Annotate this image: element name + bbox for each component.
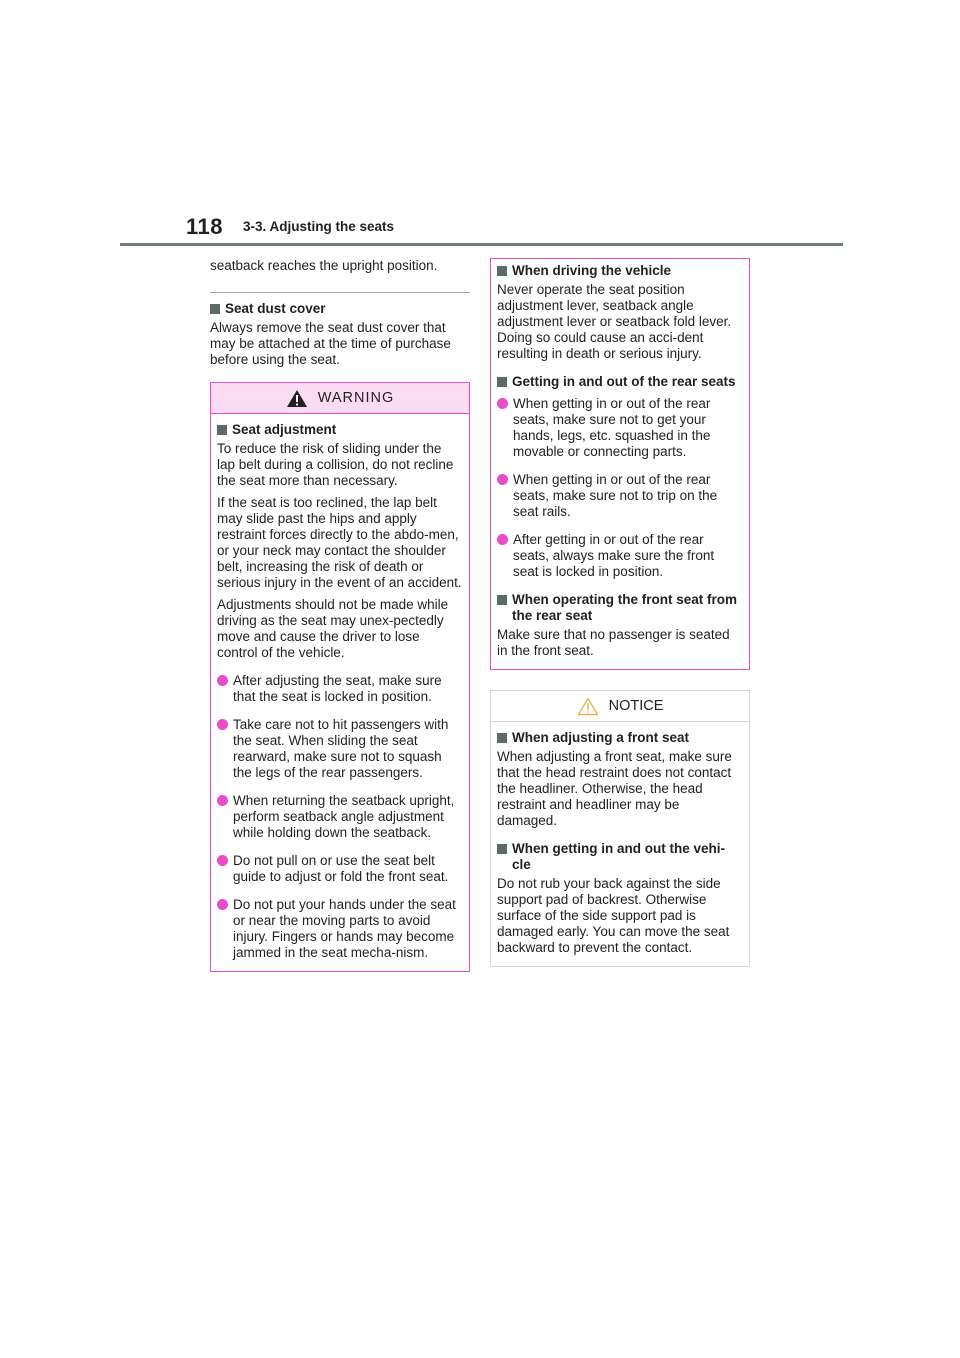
notice-box (490, 690, 750, 967)
square-bullet-icon (217, 425, 227, 435)
warning-title: WARNING (317, 390, 395, 406)
square-bullet-icon (210, 304, 220, 314)
intro-text: seatback reaches the upright position. (210, 258, 438, 273)
adjust-front-seat-text: When adjusting a front seat, make sure that the head restraint does not contact the headliner. Otherwise, the head restraint and headliner may be damaged. (497, 749, 732, 828)
warning-triangle-icon (286, 389, 308, 408)
warning-paragraph: To reduce the risk of sliding under the lap belt during a collision, do not recline the seat more than necessary. (217, 441, 454, 488)
warning-title-bar (211, 383, 469, 414)
driving-heading: When driving the vehicle (497, 263, 743, 279)
getting-in-out-text: Do not rub your back against the side support pad of backrest. Otherwise surface of the side support pad is damaged early. You can move the seat backward to prevent the contact. (497, 876, 730, 955)
page-number: 118 (186, 214, 223, 239)
dust-cover-text: Always remove the seat dust cover that may be attached at the time of purchase before using the seat. (210, 320, 451, 367)
warning-box-continued (490, 258, 750, 670)
square-bullet-icon (497, 844, 507, 854)
list-item: After getting in or out of the rear seats, always make sure the front seat is locked in position. (497, 532, 743, 580)
circle-bullet-icon (497, 474, 508, 485)
caution-triangle-icon (577, 697, 599, 716)
driving-text: Never operate the seat position adjustment lever, seatback angle adjustment lever or seatback fold lever. Doing so could cause an acci-dent resulting in death or serious injury. (497, 282, 732, 361)
section-divider (210, 292, 470, 293)
list-item: When getting in or out of the rear seats, make sure not to trip on the seat rails. (497, 472, 743, 520)
circle-bullet-icon (217, 899, 228, 910)
seat-adjustment-heading: Seat adjustment (217, 422, 463, 438)
circle-bullet-icon (217, 855, 228, 866)
square-bullet-icon (497, 733, 507, 743)
warning-paragraph: If the seat is too reclined, the lap belt may slide past the hips and apply restraint forces directly to the abdo-men, or your neck may contact the shoulder belt, increasing the risk of death or serious injury in the event of an accident. (217, 495, 462, 590)
circle-bullet-icon (217, 719, 228, 730)
getting-in-out-heading: When getting in and out the vehi-cle (497, 841, 743, 873)
notice-title-bar (491, 691, 749, 722)
rear-seats-heading: Getting in and out of the rear seats (497, 374, 743, 390)
list-item: Take care not to hit passengers with the seat. When sliding the seat rearward, make sure not to squash the legs of the rear passengers. (217, 717, 463, 781)
front-seat-text: Make sure that no passenger is seated in the front seat. (497, 627, 730, 658)
square-bullet-icon (497, 595, 507, 605)
circle-bullet-icon (497, 398, 508, 409)
right-column (490, 258, 750, 967)
dust-cover-heading: Seat dust cover (210, 301, 470, 317)
notice-title: NOTICE (608, 698, 664, 714)
page-header (0, 0, 960, 250)
warning-box (210, 382, 470, 972)
adjust-front-seat-heading: When adjusting a front seat (497, 730, 743, 746)
list-item: When returning the seatback upright, perform seatback angle adjustment while holding down the seatback. (217, 793, 463, 841)
list-item: When getting in or out of the rear seats, make sure not to get your hands, legs, etc. squashed in the movable or connecting parts. (497, 396, 743, 460)
left-column (210, 258, 470, 972)
list-item: Do not put your hands under the seat or near the moving parts to avoid injury. Fingers or hands may become jammed in the seat mecha-nism. (217, 897, 463, 961)
circle-bullet-icon (497, 534, 508, 545)
circle-bullet-icon (217, 795, 228, 806)
warning-paragraph: Adjustments should not be made while driving as the seat may unex-pectedly move and cause the driver to lose control of the vehicle. (217, 597, 449, 660)
section-title: 3-3. Adjusting the seats (243, 219, 395, 234)
list-item: Do not pull on or use the seat belt guide to adjust or fold the front seat. (217, 853, 463, 885)
header-divider (120, 243, 843, 246)
circle-bullet-icon (217, 675, 228, 686)
list-item: After adjusting the seat, make sure that the seat is locked in position. (217, 673, 463, 705)
square-bullet-icon (497, 266, 507, 276)
front-seat-heading: When operating the front seat from the rear seat (497, 592, 743, 624)
square-bullet-icon (497, 377, 507, 387)
